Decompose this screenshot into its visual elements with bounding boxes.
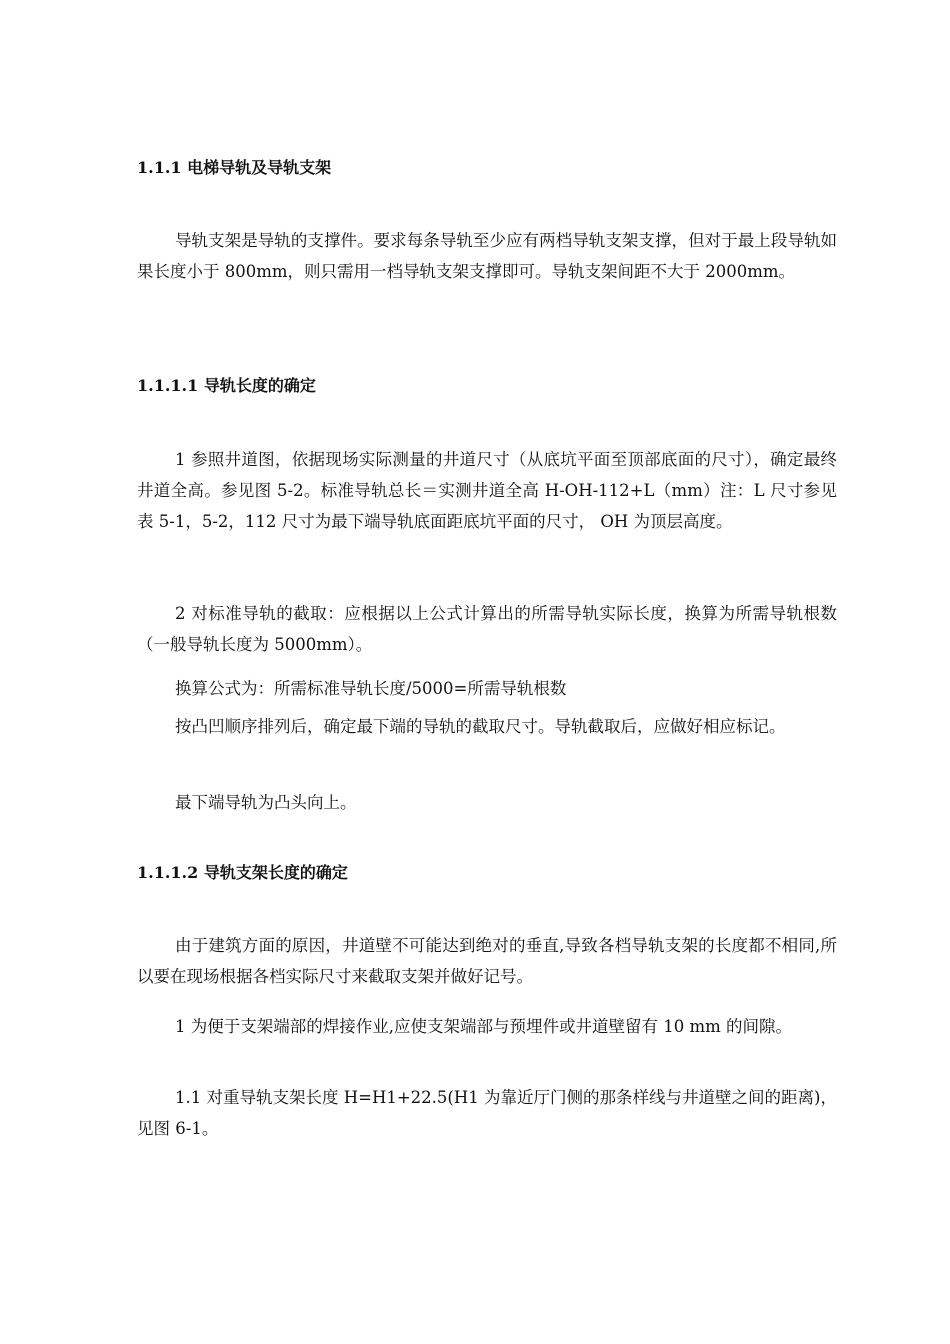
sub2-paragraph-1: 由于建筑方面的原因，井道壁不可能达到绝对的垂直,导致各档导轨支架的长度都不相同,所以要在现场根据各档实际尺寸来截取支架并做好记号。 bbox=[137, 936, 837, 986]
sub1-paragraph-4: 按凸凹顺序排列后，确定最下端的导轨的截取尺寸。导轨截取后，应做好相应标记。 bbox=[175, 717, 786, 736]
section-number: 1.1.1 bbox=[137, 158, 182, 177]
sub1-paragraph-5: 最下端导轨为凸头向上。 bbox=[175, 793, 357, 812]
intro-paragraph: 导轨支架是导轨的支撑件。要求每条导轨至少应有两档导轨支架支撑，但对于最上段导轨如果长度小于 800mm，则只需用一档导轨支架支撑即可。导轨支架间距不大于 2000mm。 bbox=[137, 231, 837, 281]
subsection-1-heading bbox=[137, 376, 316, 396]
section-heading bbox=[137, 158, 331, 178]
subsection-1-number: 1.1.1.1 bbox=[137, 376, 199, 395]
sub2-paragraph-2: 1 为便于支架端部的焊接作业,应使支架端部与预埋件或井道壁留有 10 mm 的间隙。 bbox=[175, 1017, 793, 1036]
section-title: 电梯导轨及导轨支架 bbox=[187, 158, 332, 177]
sub1-paragraph-3: 换算公式为：所需标准导轨长度/5000=所需导轨根数 bbox=[175, 679, 567, 698]
sub2-paragraph-3: 1.1 对重导轨支架长度 H=H1+22.5(H1 为靠近厅门侧的那条样线与井道壁之间的距离)，见图 6-1。 bbox=[137, 1088, 837, 1138]
subsection-1-title: 导轨长度的确定 bbox=[203, 376, 316, 395]
subsection-2-title: 导轨支架长度的确定 bbox=[203, 863, 348, 882]
sub1-paragraph-1: 1 参照井道图，依据现场实际测量的井道尺寸（从底坑平面至顶部底面的尺寸），确定最终井道全高。参见图 5-2。标准导轨总长＝实测井道全高 H-OH-112+L（mm）注：L 尺寸参见表 5-1，5-2，112 尺寸为最下端导轨底面距底坑平面的尺寸， OH 为顶层高度。 bbox=[137, 450, 837, 531]
sub1-paragraph-2: 2 对标准导轨的截取：应根据以上公式计算出的所需导轨实际长度，换算为所需导轨根数（一般导轨长度为 5000mm）。 bbox=[137, 604, 837, 654]
subsection-2-heading bbox=[137, 863, 348, 883]
subsection-2-number: 1.1.1.2 bbox=[137, 863, 199, 882]
